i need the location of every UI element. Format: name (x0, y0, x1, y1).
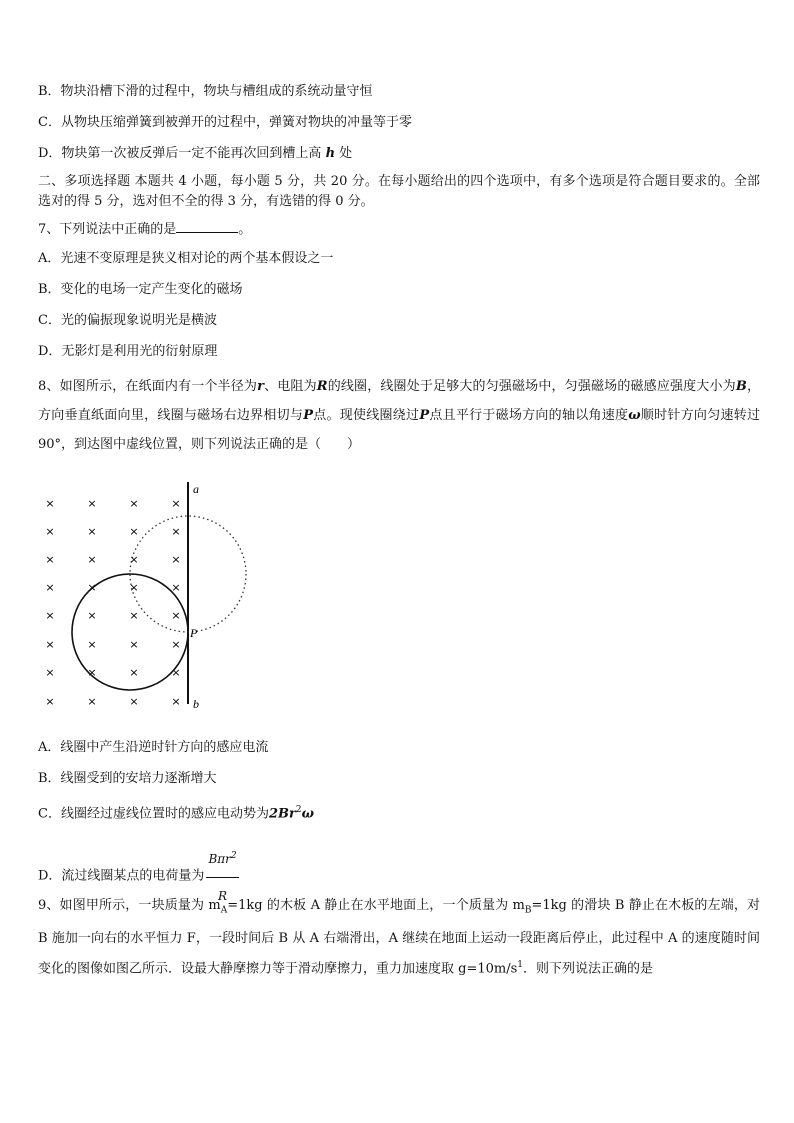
field-cross-mark: × (171, 553, 181, 566)
q9-stem: 9、如图甲所示，一块质量为 $m_A=1kg$ 的木板 A 静止在水平地面上，一个质量为 $m_B=1kg$ 的滑块 B 静止在木板的左端，对 B 施加一向右的水平恒力 F，一段时间后 B 从 A 右端滑出，A 继续在地面上运动一段距离后停止，此过程中 A 的速度随时间变化的图像如图乙所示．设最大静摩擦力等于滑动摩擦力，重力加速度取 $g=10m/s^1$．则下列说法正确的是 (38, 898, 760, 976)
field-cross-mark: × (45, 695, 55, 708)
q7-option-c: C．光的偏振现象说明光是横波 (38, 313, 217, 328)
q7-option-a: A．光速不变原理是狭义相对论的两个基本假设之一 (38, 251, 334, 266)
q7-option-d: D．无影灯是利用光的衍射原理 (38, 344, 218, 359)
q8-stem: 8、如图所示，在纸面内有一个半径为r、电阻为R的线圈，线圈处于足够大的匀强磁场中，匀强磁场的磁感应强度大小为B，方向垂直纸面向里，线圈与磁场右边界相切与P点。现使线圈绕过P点且平行于磁场方向的轴以角速度ω顺时针方向匀速转过 90°，到达图中虚线位置，则下列说法正确的是（ ） (38, 379, 760, 452)
magnetic-field-coil-figure (30, 476, 270, 716)
field-cross-mark: × (171, 638, 181, 651)
label-a: a (193, 482, 199, 496)
field-cross-mark: × (171, 525, 181, 538)
field-cross-mark: × (171, 497, 181, 510)
field-cross-mark: × (171, 666, 181, 679)
section-2-instructions: 二、多项选择题 本题共 4 小题，每小题 5 分，共 20 分。在每小题给出的四个选项中，有多个选项是符合题目要求的。全部选对的得 5 分，选对但不全的得 3 分，有选错的得 0 分。 (38, 174, 760, 209)
field-cross-mark: × (129, 581, 139, 594)
label-b: b (193, 697, 199, 711)
field-cross-mark: × (45, 553, 55, 566)
field-cross-mark: × (45, 666, 55, 679)
q7-stem: 7、下列说法中正确的是 。 (38, 222, 252, 237)
field-cross-mark: × (87, 497, 97, 510)
field-cross-mark: × (87, 638, 97, 651)
q8-option-b: B．线圈受到的安培力逐渐增大 (38, 771, 217, 786)
field-cross-mark: × (87, 581, 97, 594)
q8-option-c: C．线圈经过虚线位置时的感应电动势为2Br$^2$ω (38, 805, 314, 822)
field-cross-mark: × (129, 666, 139, 679)
field-cross-mark: × (171, 581, 181, 594)
field-cross-mark: × (87, 525, 97, 538)
field-cross-mark: × (45, 609, 55, 622)
field-cross-mark: × (87, 666, 97, 679)
field-cross-mark: × (171, 609, 181, 622)
charge-fraction: $\frac{B\pi r^2}{R}$ (206, 838, 238, 914)
field-cross-mark: × (171, 695, 181, 708)
q6-option-d: D．物块第一次被反弹后一定不能再次回到槽上高 h 处 (38, 146, 353, 161)
q8-option-d: D．流过线圈某点的电荷量为 $\frac{B\pi r^2}{R}$ (38, 838, 239, 914)
field-cross-mark: × (129, 609, 139, 622)
field-cross-mark: × (87, 609, 97, 622)
field-cross-mark: × (45, 581, 55, 594)
field-cross-mark: × (87, 695, 97, 708)
field-cross-mark: × (45, 638, 55, 651)
answer-blank (176, 220, 238, 233)
field-cross-mark: × (129, 525, 139, 538)
field-cross-mark: × (87, 553, 97, 566)
field-cross-mark: × (129, 553, 139, 566)
field-cross-mark: × (45, 497, 55, 510)
q6-option-c: C．从物块压缩弹簧到被弹开的过程中，弹簧对物块的冲量等于零 (38, 115, 412, 130)
field-cross-mark: × (129, 497, 139, 510)
field-cross-mark: × (129, 638, 139, 651)
field-cross-mark: × (129, 695, 139, 708)
q6-option-b: B．物块沿槽下滑的过程中，物块与槽组成的系统动量守恒 (38, 84, 373, 99)
field-cross-mark: × (45, 525, 55, 538)
q8-option-a: A．线圈中产生沿逆时针方向的感应电流 (38, 740, 269, 755)
label-p: P (190, 626, 198, 640)
q7-option-b: B．变化的电场一定产生变化的磁场 (38, 282, 243, 297)
field-marks (45, 497, 180, 708)
